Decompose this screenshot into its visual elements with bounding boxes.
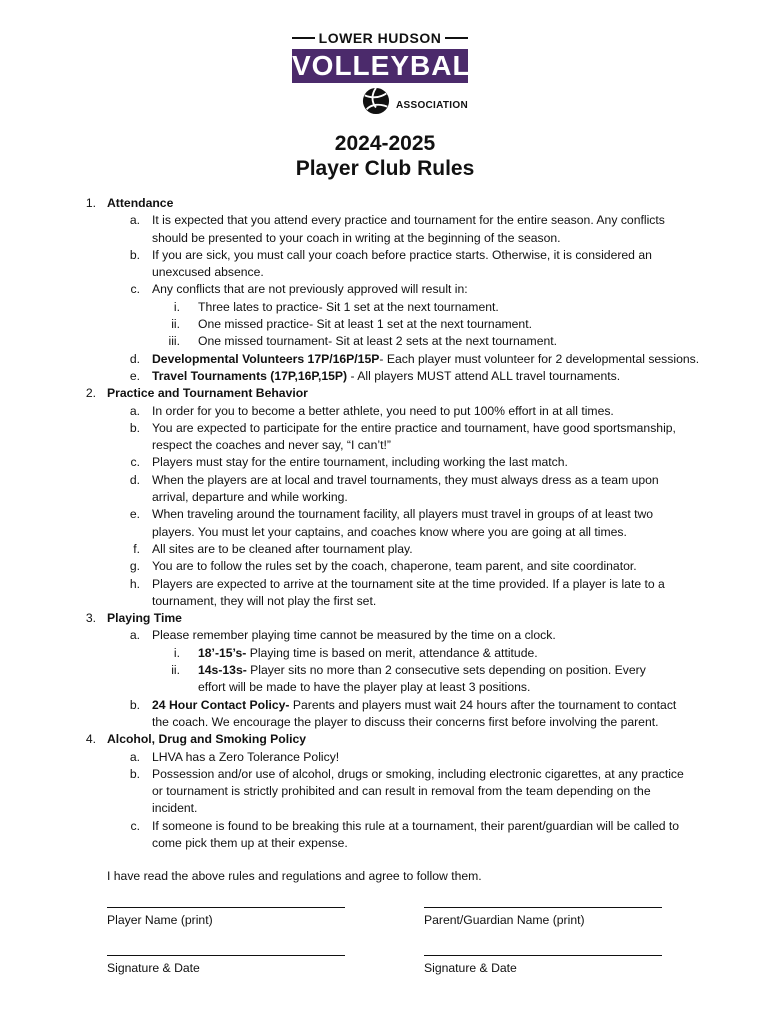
logo-top-row <box>292 30 468 46</box>
logo-bottom-row <box>292 83 468 117</box>
sub-item-label: iii. <box>168 334 180 349</box>
list-item <box>0 454 770 471</box>
item-text <box>152 351 699 368</box>
section-title: Practice and Tournament Behavior <box>107 386 308 401</box>
logo-sub-text: ASSOCIATION <box>395 99 468 111</box>
sub-item-text: One missed practice- Sit at least 1 set at the next tournament. <box>198 317 532 332</box>
sub-item-label: ii. <box>171 317 180 332</box>
list-item <box>0 627 770 644</box>
player-signature-field[interactable] <box>107 955 345 975</box>
sub-item-text: effort will be made to have the player play at least 3 positions. <box>198 680 531 695</box>
section-heading <box>0 610 770 627</box>
item-text: incident. <box>152 801 198 816</box>
item-text: Any conflicts that are not previously approved will result in: <box>152 282 468 297</box>
list-item-continuation <box>0 783 770 800</box>
list-item <box>0 541 770 558</box>
item-text <box>152 697 676 714</box>
item-text: should be presented to your coach in writing at the beginning of the season. <box>152 230 561 245</box>
item-text: Players must stay for the entire tournament, including working the last match. <box>152 455 568 470</box>
item-text: the coach. We encourage the player to discuss their concerns first before involving the parent. <box>152 714 659 729</box>
section-number: 1. <box>85 196 96 210</box>
item-text: All sites are to be cleaned after tournament play. <box>152 541 413 556</box>
section-number: 4. <box>85 732 96 747</box>
item-text: Please remember playing time cannot be measured by the time on a clock. <box>152 628 556 643</box>
item-text: It is expected that you attend every practice and tournament for the entire season. Any conflicts <box>152 213 665 228</box>
signature-line <box>424 955 662 956</box>
item-label: f. <box>133 541 140 556</box>
list-item <box>0 472 770 489</box>
item-bold-text: Developmental Volunteers 17P/16P/15P <box>152 351 380 366</box>
item-text: When traveling around the tournament facility, all players must travel in groups of at least two <box>152 507 654 522</box>
item-text: or tournament is strictly prohibited and can result in removal from the team depending on the <box>152 784 651 799</box>
rules-list <box>0 195 770 852</box>
item-text: Players are expected to arrive at the tournament site at the time provided. If a player is late to a <box>152 576 665 591</box>
item-text: In order for you to become a better athlete, you need to put 100% effort in at all times. <box>152 403 614 418</box>
player-name-label: Player Name (print) <box>107 913 213 927</box>
item-label: d. <box>129 472 140 487</box>
item-text: You are expected to participate for the entire practice and tournament, have good sportsmanship, <box>152 420 676 435</box>
item-text: Possession and/or use of alcohol, drugs or smoking, including electronic cigarettes, at any practice <box>152 766 684 781</box>
item-label: b. <box>129 247 140 262</box>
logo-top-text: LOWER HUDSON <box>318 30 442 46</box>
item-rest-text: Parents and players must wait 24 hours after the tournament to contact <box>289 697 677 712</box>
section-heading <box>0 195 770 212</box>
sub-item-text <box>198 645 538 662</box>
list-item <box>0 766 770 783</box>
item-label: e. <box>129 507 140 522</box>
item-label: a. <box>129 213 140 228</box>
list-item-continuation <box>0 264 770 281</box>
section-heading <box>0 731 770 748</box>
item-label: h. <box>129 576 140 591</box>
sub-item <box>0 316 770 333</box>
list-item <box>0 403 770 420</box>
item-text: respect the coaches and never say, “I can’t!” <box>152 438 391 453</box>
item-text: come pick them up at their expense. <box>152 835 348 850</box>
item-text: If someone is found to be breaking this rule at a tournament, their parent/guardian will be called to <box>152 818 680 833</box>
sub-item-text: One missed tournament- Sit at least 2 sets at the next tournament. <box>198 334 558 349</box>
item-label: e. <box>129 368 140 383</box>
sub-item <box>0 662 770 679</box>
player-name-field[interactable] <box>107 907 345 927</box>
list-item <box>0 247 770 264</box>
parent-signature-field[interactable] <box>424 955 662 975</box>
document-title: Player Club Rules <box>295 157 475 180</box>
section-heading <box>0 385 770 402</box>
section-number: 3. <box>85 611 96 626</box>
lhva-logo <box>292 30 489 120</box>
list-item <box>0 420 770 437</box>
sub-item-text: Three lates to practice- Sit 1 set at the next tournament. <box>198 299 499 314</box>
item-label: a. <box>129 749 140 764</box>
item-label: a. <box>129 628 140 643</box>
list-item <box>0 212 770 229</box>
item-rest-text: - All players MUST attend ALL travel tournaments. <box>347 368 621 383</box>
list-item <box>0 351 770 368</box>
section-title: Attendance <box>107 196 174 210</box>
item-label: b. <box>129 420 140 435</box>
item-text: When the players are at local and travel tournaments, they must always dress as a team upon <box>152 472 659 487</box>
item-bold-text: Travel Tournaments (17P,16P,15P) <box>152 368 348 383</box>
item-label: b. <box>129 766 140 781</box>
item-bold-text: 14s-13s- <box>198 663 247 678</box>
list-item-continuation <box>0 714 770 731</box>
sub-item-continuation <box>0 679 770 696</box>
item-text <box>152 368 620 385</box>
sub-item <box>0 299 770 316</box>
document-year: 2024-2025 <box>334 132 436 155</box>
item-text: players. You must let your captains, and coaches know where you are going at all times. <box>152 524 627 539</box>
agreement-statement: I have read the above rules and regulations and agree to follow them. <box>107 869 482 883</box>
item-label: g. <box>129 559 140 574</box>
list-item <box>0 281 770 298</box>
logo-banner: VOLLEYBALL <box>292 50 489 81</box>
sub-item <box>0 645 770 662</box>
item-label: c. <box>130 455 140 470</box>
list-item-continuation <box>0 489 770 506</box>
list-item <box>0 697 770 714</box>
list-item <box>0 576 770 593</box>
signature-line <box>107 955 345 956</box>
parent-name-field[interactable] <box>424 907 662 927</box>
list-item-continuation <box>0 230 770 247</box>
sub-item-label: i. <box>173 299 180 314</box>
item-label: d. <box>129 351 140 366</box>
player-signature-label: Signature & Date <box>107 961 200 975</box>
item-text: unexcused absence. <box>152 265 264 280</box>
parent-signature-label: Signature & Date <box>424 961 517 975</box>
list-item <box>0 368 770 385</box>
item-bold-text: 24 Hour Contact Policy- <box>152 697 290 712</box>
list-item-continuation <box>0 835 770 852</box>
sub-item-label: i. <box>173 645 180 660</box>
section-title: Alcohol, Drug and Smoking Policy <box>107 732 307 747</box>
list-item <box>0 558 770 575</box>
item-label: b. <box>129 697 140 712</box>
sub-item-text <box>198 662 646 679</box>
item-rest-text: Player sits no more than 2 consecutive sets depending on position. Every <box>246 663 646 678</box>
parent-name-label: Parent/Guardian Name (print) <box>424 913 585 927</box>
item-text: arrival, departure and while working. <box>152 490 348 505</box>
list-item-continuation <box>0 524 770 541</box>
item-text: LHVA has a Zero Tolerance Policy! <box>152 749 340 764</box>
item-label: c. <box>130 818 140 833</box>
item-rest-text: - Each player must volunteer for 2 developmental sessions. <box>379 351 700 366</box>
item-label: c. <box>130 282 140 297</box>
item-bold-text: 18’-15’s- <box>198 645 247 660</box>
item-rest-text: Playing time is based on merit, attendance & attitude. <box>246 645 538 660</box>
volleyball-icon <box>362 86 390 116</box>
list-item-continuation <box>0 593 770 610</box>
signature-line <box>107 907 345 908</box>
list-item-continuation <box>0 800 770 817</box>
sub-item-label: ii. <box>171 663 180 678</box>
list-item-continuation <box>0 437 770 454</box>
logo-rule-left <box>292 37 315 39</box>
list-item <box>0 749 770 766</box>
item-label: a. <box>129 403 140 418</box>
logo-rule-right <box>445 37 468 39</box>
signature-line <box>424 907 662 908</box>
section-number: 2. <box>85 386 96 401</box>
item-text: You are to follow the rules set by the coach, chaperone, team parent, and site coordinator. <box>152 559 637 574</box>
item-text: tournament, they will not play the first set. <box>152 593 377 608</box>
list-item <box>0 506 770 523</box>
section-title: Playing Time <box>107 611 182 626</box>
item-text: If you are sick, you must call your coach before practice starts. Otherwise, it is considered an <box>152 247 652 262</box>
sub-item <box>0 333 770 350</box>
list-item <box>0 818 770 835</box>
